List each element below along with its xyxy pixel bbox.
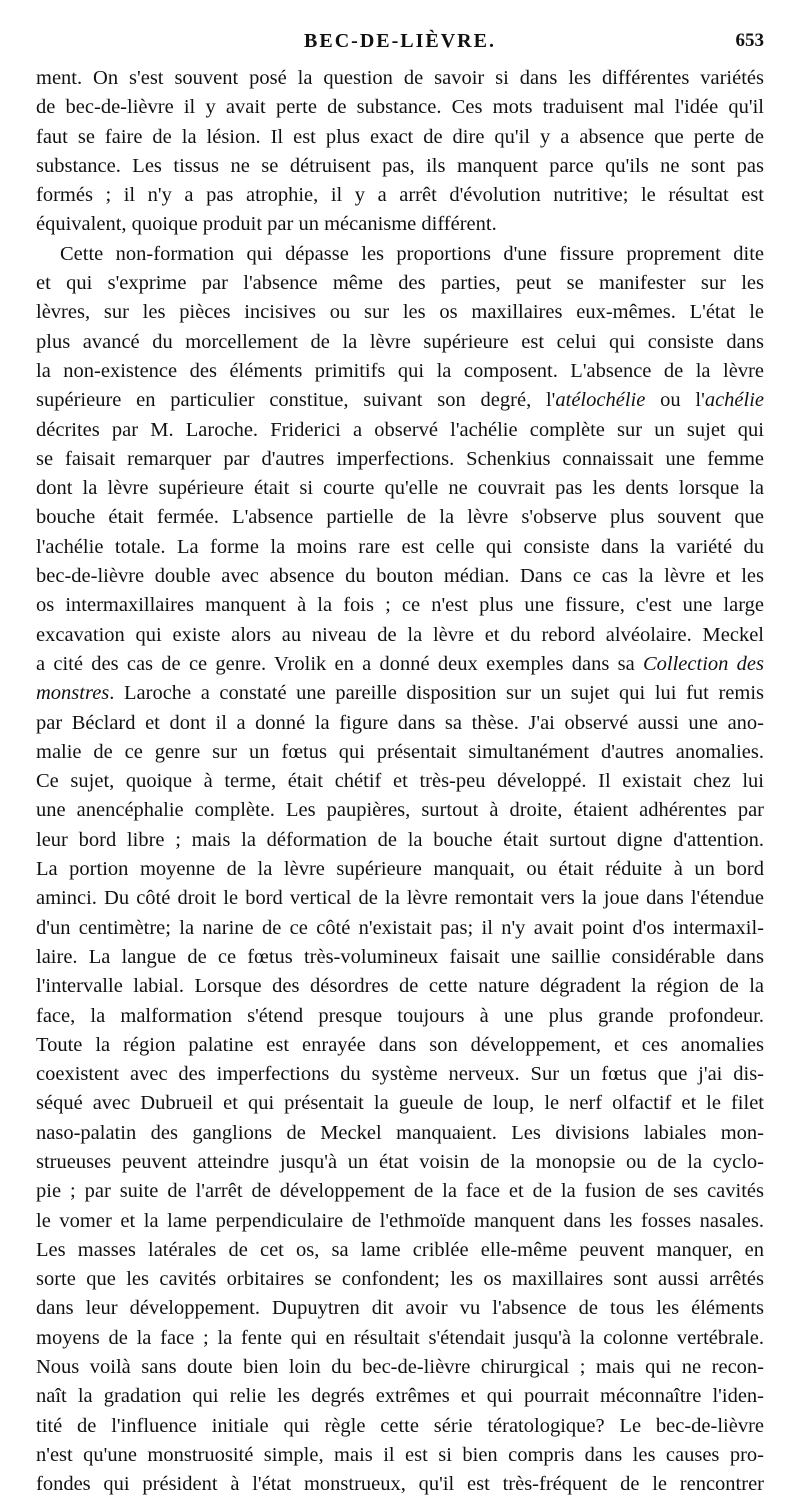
text-line	[36, 1470, 764, 1499]
line-text: coexistent avec des imperfections du système nerveux. Sur un fœtus que j'ai dis-	[36, 1063, 764, 1086]
line-text: dont la lèvre supérieure était si courte qu'elle ne couvrait pas les dents lorsque la	[36, 477, 764, 500]
text-line	[36, 533, 764, 562]
line-text: décrites par M. Laroche. Friderici a observé l'achélie complète sur un sujet qui	[36, 418, 764, 441]
text-line	[36, 796, 764, 825]
page-number: 653	[735, 30, 764, 51]
line-text: La portion moyenne de la lèvre supérieure manquait, ou était réduite à un bord	[36, 858, 764, 881]
line-text: strueuses peuvent atteindre jusqu'à un état voisin de la monopsie ou de la cyclo-	[36, 1150, 764, 1173]
line-text: sorte que les cavités orbitaires se confondent; les os maxillaires sont aussi arrêtés	[36, 1268, 764, 1291]
text-line	[36, 1294, 764, 1323]
line-text: le vomer et la lame perpendiculaire de l'ethmoïde manquent dans les fosses nasales.	[36, 1209, 764, 1232]
italic-text: Collection des	[642, 652, 764, 675]
text-line	[36, 210, 764, 239]
text-line	[36, 445, 764, 474]
line-text: laire. La langue de ce fœtus très-volumineux faisait une saillie considérable dans	[36, 945, 764, 968]
line-text: malie de ce genre sur un fœtus qui présentait simultanément d'autres anomalies.	[36, 740, 764, 763]
line-text: Ce sujet, quoique à terme, était chétif et très-peu développé. Il existait chez lui	[36, 770, 764, 793]
text-line	[36, 1207, 764, 1236]
line-text: par Béclard et dont il a donné la figure dans sa thèse. J'ai observé aussi une ano-	[36, 711, 764, 734]
line-text: leur bord libre ; mais la déformation de la bouche était surtout digne d'attention.	[36, 828, 764, 851]
text-line	[36, 621, 764, 650]
text-line	[36, 1060, 764, 1089]
line-text: et qui s'exprime par l'absence même des parties, peut se manifester sur les	[36, 272, 764, 295]
line-text: Cette non-formation qui dépasse les proportions d'une fissure proprement dite	[60, 242, 764, 265]
text-line	[36, 943, 764, 972]
line-text: plus avancé du morcellement de la lèvre supérieure est celui qui consiste dans	[36, 330, 764, 353]
text-line	[36, 1148, 764, 1177]
line-text: n'est qu'une monstruosité simple, mais il est si bien compris dans les causes pro-	[36, 1443, 764, 1466]
text-line	[36, 503, 764, 532]
text-line	[36, 357, 764, 386]
text-line	[36, 386, 764, 415]
text-line	[36, 1265, 764, 1294]
line-text: . Laroche a constaté une pareille disposition sur un sujet qui lui fut remis	[109, 682, 764, 705]
line-text: Toute la région palatine est enrayée dans son développement, et ces anomalies	[36, 1033, 764, 1056]
line-text: bouche était fermée. L'absence partielle de la lèvre s'observe plus souvent que	[36, 506, 764, 529]
text-line	[36, 1382, 764, 1411]
page-header	[36, 24, 764, 58]
line-text: naît la gradation qui relie les degrés extrêmes et qui pourrait méconnaître l'iden-	[36, 1385, 764, 1408]
line-text: équivalent, quoique produit par un mécanisme différent.	[36, 213, 497, 236]
line-text: l'achélie totale. La forme la moins rare est celle qui consiste dans la variété du	[36, 535, 764, 558]
line-text: fondes qui président à l'état monstrueux, qu'il est très-fréquent de le rencontrer	[36, 1473, 764, 1496]
text-line	[36, 1236, 764, 1265]
text-line	[36, 123, 764, 152]
line-text: face, la malformation s'étend presque toujours à une plus grande profondeur.	[36, 1004, 764, 1027]
line-text: ou l'	[645, 389, 705, 412]
text-line	[36, 914, 764, 943]
text-line	[36, 972, 764, 1001]
text-line	[36, 416, 764, 445]
line-text: lèvres, sur les pièces incisives ou sur les os maxillaires eux-mêmes. L'état le	[36, 301, 764, 324]
running-title: BEC-DE-LIÈVRE.	[304, 30, 496, 52]
text-line	[36, 269, 764, 298]
text-line	[36, 767, 764, 796]
line-text: la non-existence des éléments primitifs qui la composent. L'absence de la lèvre	[36, 359, 764, 382]
line-text: l'intervalle labial. Lorsque des désordres de cette nature dégradent la région de la	[36, 975, 764, 998]
line-text: aminci. Du côté droit le bord vertical de la lèvre remontait vers la joue dans l'étendue	[36, 887, 764, 910]
line-text: ment. On s'est souvent posé la question de savoir si dans les différentes variétés	[36, 67, 764, 89]
italic-text: atélochélie	[555, 389, 646, 412]
text-line	[36, 826, 764, 855]
text-line	[36, 328, 764, 357]
text-line	[36, 1089, 764, 1118]
text-line	[36, 884, 764, 913]
text-line	[36, 650, 764, 679]
line-text: Les masses latérales de cet os, sa lame criblée elle-même peuvent manquer, en	[36, 1238, 764, 1261]
italic-text: achélie	[704, 389, 764, 412]
text-line	[36, 709, 764, 738]
line-text: a cité des cas de ce genre. Vrolik en a donné deux exemples dans sa	[36, 652, 643, 675]
line-text: bec-de-lièvre double avec absence du bouton médian. Dans ce cas la lèvre et les	[36, 565, 764, 588]
line-text: moyens de la face ; la fente qui en résultait s'étendait jusqu'à la colonne vertébrale.	[36, 1326, 764, 1349]
text-line	[36, 181, 764, 210]
text-line	[36, 1031, 764, 1060]
line-text: supérieure en particulier constitue, suivant son degré, l'	[36, 389, 556, 412]
italic-text: monstres	[36, 682, 110, 705]
line-text: pie ; par suite de l'arrêt de développement de la face et de la fusion de ses cavités	[36, 1180, 764, 1203]
line-text: dans leur développement. Dupuytren dit avoir vu l'absence de tous les éléments	[36, 1297, 764, 1320]
line-text: substance. Les tissus ne se détruisent pas, ils manquent parce qu'ils ne sont pas	[36, 154, 764, 177]
paragraph	[36, 240, 764, 1500]
text-line	[36, 298, 764, 327]
text-line	[36, 1441, 764, 1470]
line-text: excavation qui existe alors au niveau de la lèvre et du rebord alvéolaire. Meckel	[36, 623, 764, 646]
text-line	[36, 1412, 764, 1441]
text-line	[36, 152, 764, 181]
text-line	[36, 1353, 764, 1382]
text-line	[36, 562, 764, 591]
text-line	[36, 474, 764, 503]
line-text: une anencéphalie complète. Les paupières, surtout à droite, étaient adhérentes par	[36, 799, 764, 822]
text-line	[36, 1324, 764, 1353]
text-line	[36, 1002, 764, 1031]
line-text: Nous voilà sans doute bien loin du bec-de-lièvre chirurgical ; mais qui ne recon-	[36, 1356, 764, 1379]
paragraph	[36, 64, 764, 240]
line-text: de bec-de-lièvre il y avait perte de substance. Ces mots traduisent mal l'idée qu'il	[36, 96, 764, 119]
text-line	[36, 240, 764, 269]
text-line	[36, 738, 764, 767]
text-line	[36, 591, 764, 620]
text-line	[36, 64, 764, 93]
line-text: formés ; il n'y a pas atrophie, il y a arrêt d'évolution nutritive; le résultat est	[36, 184, 764, 207]
text-line	[36, 1177, 764, 1206]
line-text: os intermaxillaires manquent à la fois ; ce n'est plus une fissure, c'est une large	[36, 594, 764, 617]
book-page	[36, 24, 764, 1500]
line-text: se faisait remarquer par d'autres imperfections. Schenkius connaissait une femme	[36, 447, 764, 470]
line-text: séqué avec Dubrueil et qui présentait la gueule de loup, le nerf olfactif et le filet	[36, 1092, 764, 1115]
line-text: d'un centimètre; la narine de ce côté n'existait pas; il n'y avait point d'os intermaxil-	[36, 916, 764, 939]
text-line	[36, 93, 764, 122]
text-line	[36, 855, 764, 884]
line-text: faut se faire de la lésion. Il est plus exact de dire qu'il y a absence que perte de	[36, 125, 764, 148]
text-line	[36, 1119, 764, 1148]
body-text	[36, 64, 764, 1500]
line-text: naso-palatin des ganglions de Meckel manquaient. Les divisions labiales mon-	[36, 1121, 764, 1144]
line-text: tité de l'influence initiale qui règle cette série tératologique? Le bec-de-lièvre	[36, 1414, 764, 1437]
text-line	[36, 679, 764, 708]
